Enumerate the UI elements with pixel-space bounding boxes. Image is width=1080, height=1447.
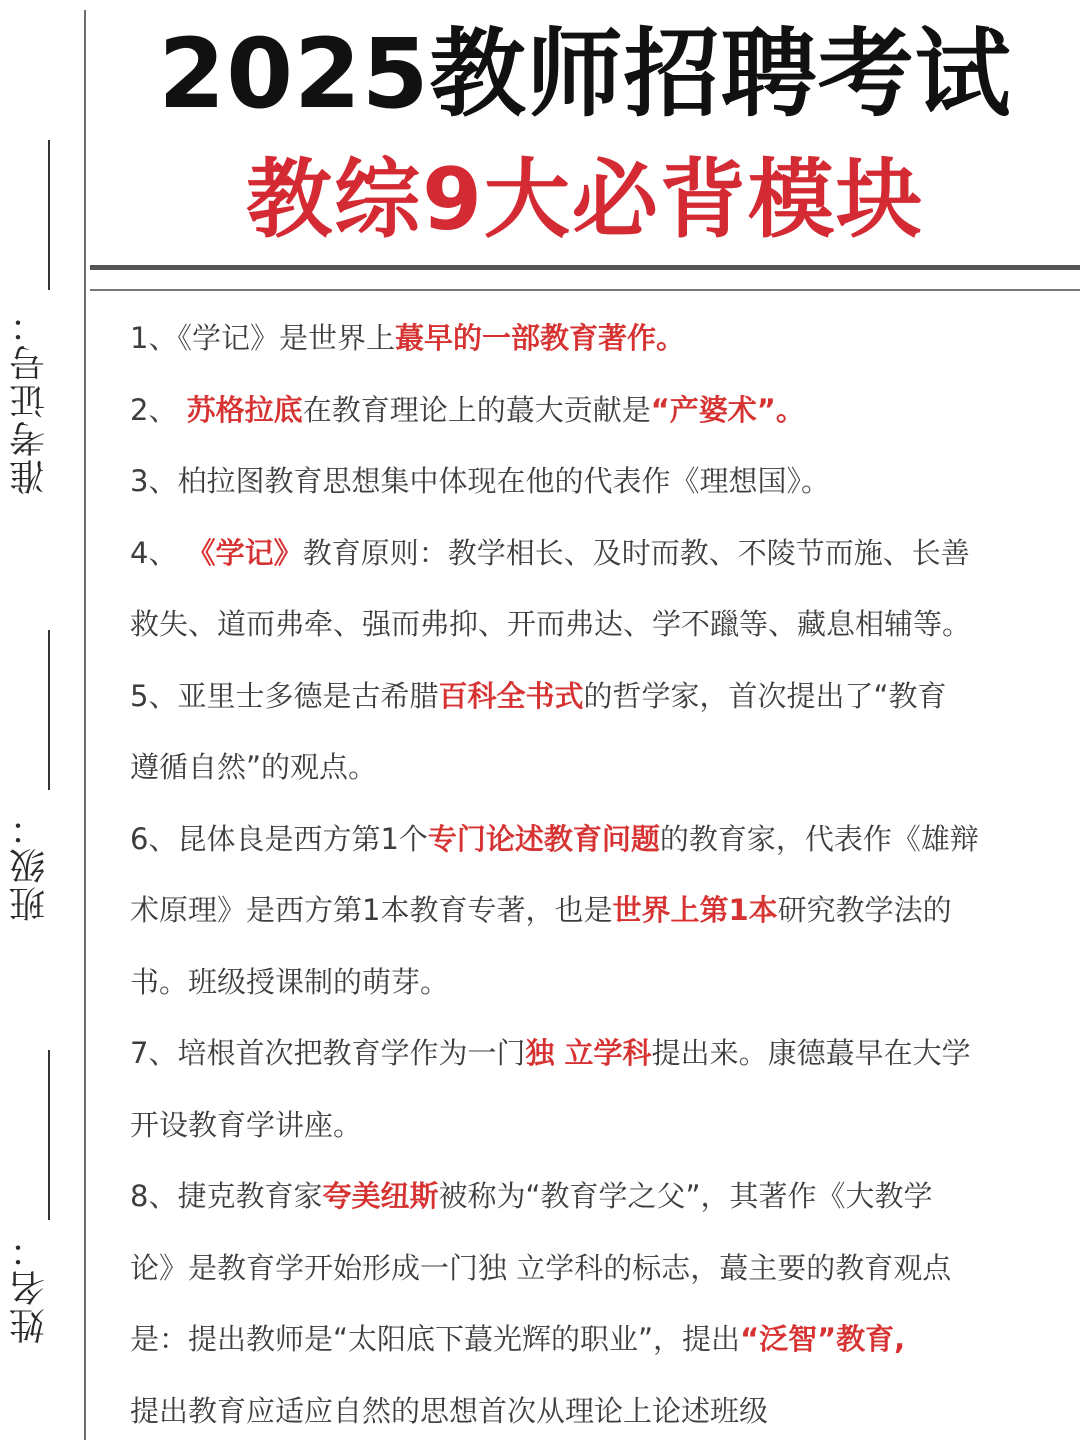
text-line	[130, 1161, 1060, 1233]
line-text: 3、柏拉图教育思想集中体现在他的代表作《理想国》。	[130, 464, 830, 498]
text-line	[130, 1376, 1060, 1447]
highlight-text: 独 立学科	[525, 1036, 651, 1070]
text-line	[130, 947, 1060, 1019]
line-text: 4、	[130, 536, 187, 570]
highlight-text: 蕞早的一部教育著作。	[395, 321, 685, 355]
binding-margin	[0, 0, 86, 1440]
line-text: 7、培根首次把教育学作为一门	[130, 1036, 525, 1070]
text-line	[130, 446, 1060, 518]
highlight-text: 苏格拉底	[187, 393, 303, 427]
text-line	[130, 589, 1060, 661]
line-text: 被称为“教育学之父”，其著作《大教学	[438, 1179, 932, 1213]
text-line	[130, 1090, 1060, 1162]
line-text: 论》是教育学开始形成一门独 立学科的标志，蕞主要的教育观点	[130, 1251, 951, 1285]
text-line	[130, 1018, 1060, 1090]
highlight-text: 专门论述教育问题	[428, 822, 660, 856]
page-subtitle: 教综9大必背模块	[90, 150, 1080, 250]
line-text: 研究教学法的	[778, 893, 952, 927]
highlight-text: 世界上第1本	[612, 893, 777, 927]
text-line	[130, 661, 1060, 733]
highlight-text: 夸美纽斯	[322, 1179, 438, 1213]
text-line	[130, 1304, 1060, 1376]
class-label: 班级：	[8, 800, 52, 930]
margin-divider	[84, 10, 86, 1440]
line-text: 书。班级授课制的萌芽。	[130, 965, 449, 999]
line-text: 救失、道而弗牵、强而弗抑、开而弗达、学不躐等、藏息相辅等。	[130, 607, 971, 641]
text-line	[130, 518, 1060, 590]
line-text: 开设教育学讲座。	[130, 1108, 362, 1142]
line-text: 教育原则：教学相长、及时而教、不陵节而施、长善	[303, 536, 970, 570]
line-text: 是：提出教师是“太阳底下蕞光辉的职业”，提出	[130, 1322, 740, 1356]
highlight-text: 百科全书式	[438, 679, 583, 713]
name-label: 姓名：	[8, 1225, 52, 1350]
page-title: 2025教师招聘考试	[90, 18, 1080, 130]
highlight-text: 《学记》	[187, 536, 303, 570]
text-line	[130, 1233, 1060, 1305]
line-text: 提出来。康德蕞早在大学	[652, 1036, 971, 1070]
name-line	[48, 1050, 50, 1220]
class-line	[48, 630, 50, 790]
line-text: 6、昆体良是西方第1个	[130, 822, 428, 856]
line-text: 遵循自然”的观点。	[130, 750, 377, 784]
text-line	[130, 303, 1060, 375]
line-text: 术原理》是西方第1本教育专著，也是	[130, 893, 612, 927]
exam-id-line	[48, 140, 50, 290]
line-text: 的哲学家，首次提出了“教育	[583, 679, 946, 713]
highlight-text: “泛智”教育,	[740, 1322, 905, 1356]
header-divider-thin	[90, 289, 1080, 291]
text-line	[130, 375, 1060, 447]
text-line	[130, 804, 1060, 876]
notes-content	[130, 303, 1060, 1447]
line-text: 的教育家，代表作《雄辩	[660, 822, 979, 856]
highlight-text: “产婆术”。	[651, 393, 805, 427]
text-line	[130, 732, 1060, 804]
line-text: 2、	[130, 393, 187, 427]
exam-id-label: 准考证号：	[8, 300, 52, 500]
header-divider-thick	[90, 265, 1080, 270]
line-text: 5、亚里士多德是古希腊	[130, 679, 438, 713]
line-text: 在教育理论上的蕞大贡献是	[303, 393, 651, 427]
line-text: 1、《学记》是世界上	[130, 321, 395, 355]
text-line	[130, 875, 1060, 947]
line-text: 8、捷克教育家	[130, 1179, 322, 1213]
line-text: 提出教育应适应自然的思想首次从理论上论述班级	[130, 1394, 768, 1428]
